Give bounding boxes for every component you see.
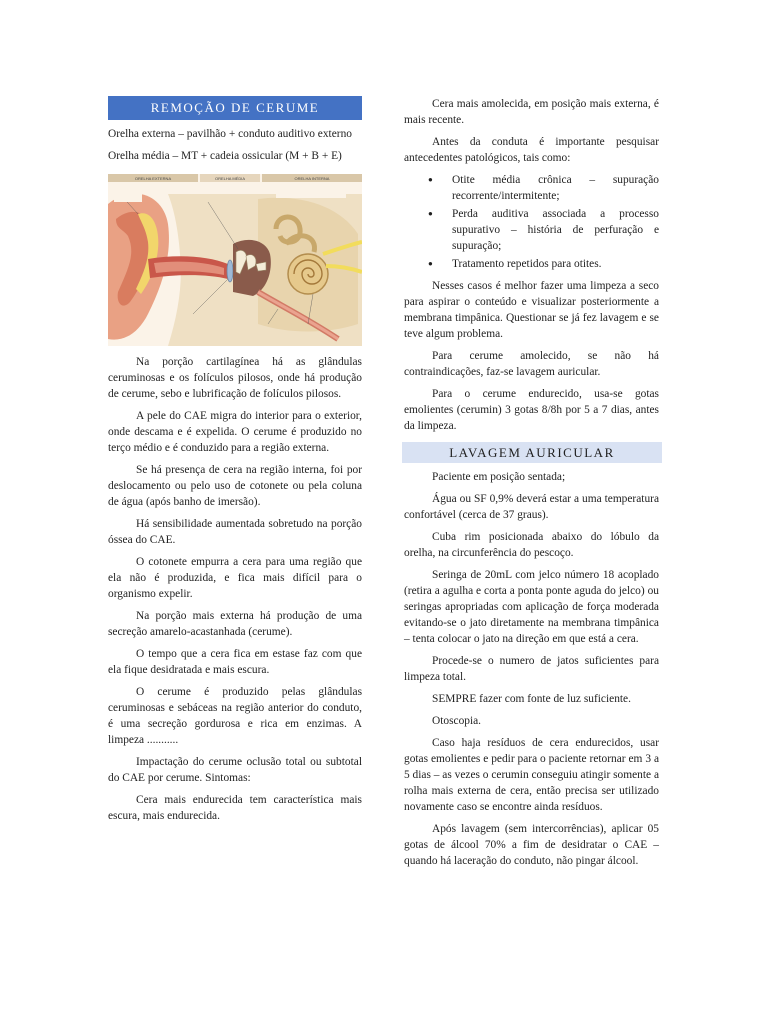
paragraph: Cera mais amolecida, em posição mais externa, é mais recente. — [404, 98, 659, 126]
right-column — [404, 96, 659, 875]
paragraph: Impactação do cerume oclusão total ou subtotal do CAE por cerume. Sintomas: — [108, 756, 362, 784]
paragraph: Cera mais endurecida tem característica mais escura, mais endurecida. — [108, 794, 362, 822]
paragraph: O cotonete empurra a cera para uma região que ela não é produzida, e fica mais difícil para o organismo expelir. — [108, 556, 362, 600]
bullet-list-antecedents — [404, 172, 659, 272]
paragraph: Há sensibilidade aumentada sobretudo na porção óssea do CAE. — [108, 518, 362, 546]
section-heading-cerumen-removal: REMOÇÃO DE CERUME — [108, 96, 362, 120]
paragraph: Cuba rim posicionada abaixo do lóbulo da orelha, na circunferência do pescoço. — [404, 531, 659, 559]
paragraph: Caso haja resíduos de cera endurecidos, usar gotas emolientes e pedir para o paciente retornar em 3 a 5 dias – as vezes o cerumin conseguiu atingir somente a rolha mais externa de cera, então precisa ser utilizado novamente caso se encontre ainda resíduos. — [404, 737, 659, 813]
paragraph: Orelha externa – pavilhão + conduto auditivo externo — [108, 128, 352, 140]
paragraph: Orelha média – MT + cadeia ossicular (M + B + E) — [108, 150, 342, 162]
paragraph: Antes da conduta é importante pesquisar antecedentes patológicos, tais como: — [404, 136, 659, 164]
paragraph: SEMPRE fazer com fonte de luz suficiente. — [432, 693, 631, 705]
paragraph: Para cerume amolecido, se não há contraindicações, faz-se lavagem auricular. — [404, 350, 659, 378]
paragraph: Seringa de 20mL com jelco número 18 acoplado (retira a agulha e corta a ponta ponte aguda do jelco) ou seringas apropriadas com aplicação de força moderada evitando-se o jato diretamente na membrana timpânica – tenta colocar o jato na direção em que está a cera. — [404, 569, 659, 645]
list-item: ● Perda auditiva associada a processo supurativo – história de perfuração e supuração; — [452, 206, 659, 254]
paragraph: Paciente em posição sentada; — [432, 471, 566, 483]
paragraph: Procede-se o numero de jatos suficientes para limpeza total. — [404, 655, 659, 683]
paragraph: Nesses casos é melhor fazer uma limpeza a seco para aspirar o conteúdo e visualizar posteriormente a membrana timpânica. Questionar se já fez lavagem e se teve algum problema. — [404, 280, 659, 340]
section-heading-ear-irrigation: LAVAGEM AURICULAR — [402, 442, 662, 463]
figure-label-external: ORELHA EXTERNA — [134, 176, 172, 181]
paragraph: O cerume é produzido pelas glândulas ceruminosas e sebáceas na região anterior do conduto, é uma secreção gordurosa e rica em enzimas. A limpeza ........... — [108, 686, 362, 746]
paragraph: Água ou SF 0,9% deverá estar a uma temperatura confortável (cerca de 37 graus). — [404, 493, 659, 521]
paragraph: O tempo que a cera fica em estase faz com que ela fique desidratada e mais escura. — [108, 648, 362, 676]
figure-label-middle: ORELHA MÉDIA — [214, 176, 246, 181]
list-item: ● Tratamento repetidos para otites. — [452, 256, 659, 272]
paragraph: Na porção mais externa há produção de uma secreção amarelo-acastanhada (cerume). — [108, 610, 362, 638]
list-item: ● Otite média crônica – supuração recorrente/intermitente; — [452, 172, 659, 204]
figure-label-inner: ORELHA INTERNA — [294, 176, 330, 181]
paragraph: Otoscopia. — [432, 715, 482, 727]
paragraph: Após lavagem (sem intercorrências), aplicar 05 gotas de álcool 70% a fim de desidratar o CAE – quando há laceração do conduto, não pingar álcool. — [404, 823, 659, 867]
paragraph: Na porção cartilagínea há as glândulas ceruminosas e os folículos pilosos, onde há produção de cerume, sebo e lubrificação de folículos pilosos. — [108, 356, 362, 400]
left-column — [108, 96, 362, 830]
paragraph: Se há presença de cera na região interna, foi por deslocamento ou pelo uso de cotonete ou pela coluna de água (após banho de imersão). — [108, 464, 362, 508]
ear-anatomy-illustration — [108, 174, 362, 346]
paragraph: A pele do CAE migra do interior para o exterior, onde descama e é expelida. O cerume é produzido no terço médio e é conduzido para a região externa. — [108, 410, 362, 454]
paragraph: Para o cerume endurecido, usa-se gotas emolientes (cerumin) 3 gotas 8/8h por 5 a 7 dias, antes da limpeza. — [404, 388, 659, 432]
